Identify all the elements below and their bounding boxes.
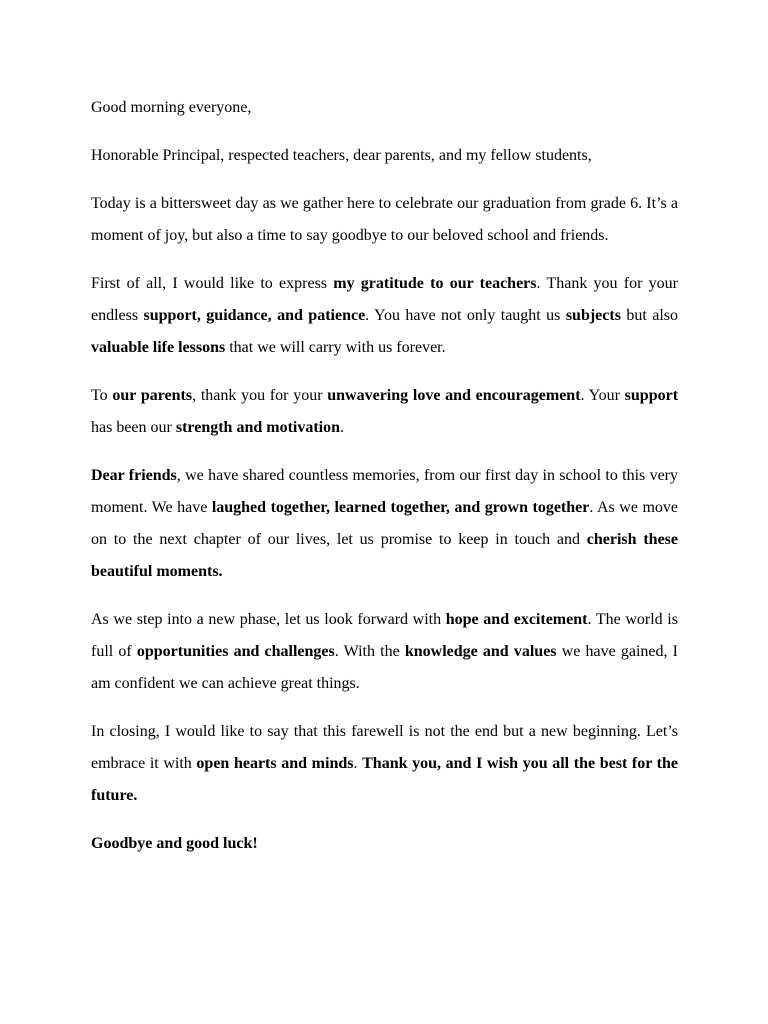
salutation: Honorable Principal, respected teachers, dear parents, and my fellow students, bbox=[91, 147, 592, 164]
text-run: . bbox=[353, 755, 363, 772]
text-run: . Your bbox=[580, 387, 625, 404]
bold-text: Dear friends bbox=[91, 467, 177, 484]
text-run: As we step into a new phase, let us look forward with bbox=[91, 611, 446, 628]
bold-text: support bbox=[624, 387, 679, 404]
text-run: that we will carry with us forever. bbox=[225, 339, 446, 356]
bold-text: our parents bbox=[112, 387, 193, 404]
text-run: . The world is full of bbox=[91, 611, 678, 660]
paragraph-closing bbox=[91, 716, 678, 812]
document-page bbox=[91, 92, 678, 876]
paragraph-friends bbox=[91, 460, 678, 588]
text-run: . With the bbox=[334, 643, 405, 660]
bold-text: my gratitude to our teachers bbox=[333, 275, 537, 292]
bold-text: cherish these beautiful moments. bbox=[91, 531, 678, 580]
bold-text: hope and excitement bbox=[445, 611, 588, 628]
text-run: To bbox=[91, 387, 113, 404]
text-run: has been our bbox=[91, 419, 176, 436]
bold-text: opportunities and challenges bbox=[136, 643, 335, 660]
text-run: we have gained, I am confident we can achieve great things. bbox=[91, 643, 678, 692]
text-run: First of all, I would like to express bbox=[91, 275, 334, 292]
bold-text: strength and motivation bbox=[175, 419, 341, 436]
paragraph-parents bbox=[91, 380, 678, 444]
text-run: . bbox=[340, 419, 345, 436]
bold-text: valuable life lessons bbox=[91, 339, 226, 356]
bold-text: laughed together, learned together, and grown together bbox=[211, 499, 590, 516]
bold-text: Goodbye and good luck! bbox=[91, 835, 258, 852]
bold-text: subjects bbox=[565, 307, 621, 324]
greeting: Good morning everyone, bbox=[91, 99, 252, 116]
text-run: . Thank you for your endless bbox=[91, 275, 678, 324]
text-run: . You have not only taught us bbox=[365, 307, 566, 324]
bold-text: support, guidance, and patience bbox=[143, 307, 366, 324]
text-run: , we have shared countless memories, from our first day in school to this very moment. We have bbox=[91, 467, 679, 516]
text-run: , thank you for your bbox=[192, 387, 328, 404]
paragraph-intro: Today is a bittersweet day as we gather here to celebrate our graduation from grade 6. It’s a moment of joy, but also a time to say goodbye to our beloved school and friends. bbox=[91, 195, 678, 244]
bold-text: knowledge and values bbox=[404, 643, 557, 660]
text-run: but also bbox=[620, 307, 679, 324]
text-run: In closing, I would like to say that this farewell is not the end but a new beginning. Let’s embrace it with bbox=[91, 723, 678, 772]
text-run: . As we move on to the next chapter of our lives, let us promise to keep in touch and bbox=[91, 499, 678, 548]
bold-text: open hearts and minds bbox=[196, 755, 354, 772]
paragraph-teachers bbox=[91, 268, 678, 364]
bold-text: unwavering love and encouragement bbox=[327, 387, 581, 404]
farewell-line bbox=[91, 828, 678, 860]
paragraph-future bbox=[91, 604, 678, 700]
bold-text: Thank you, and I wish you all the best for the future. bbox=[91, 755, 679, 804]
